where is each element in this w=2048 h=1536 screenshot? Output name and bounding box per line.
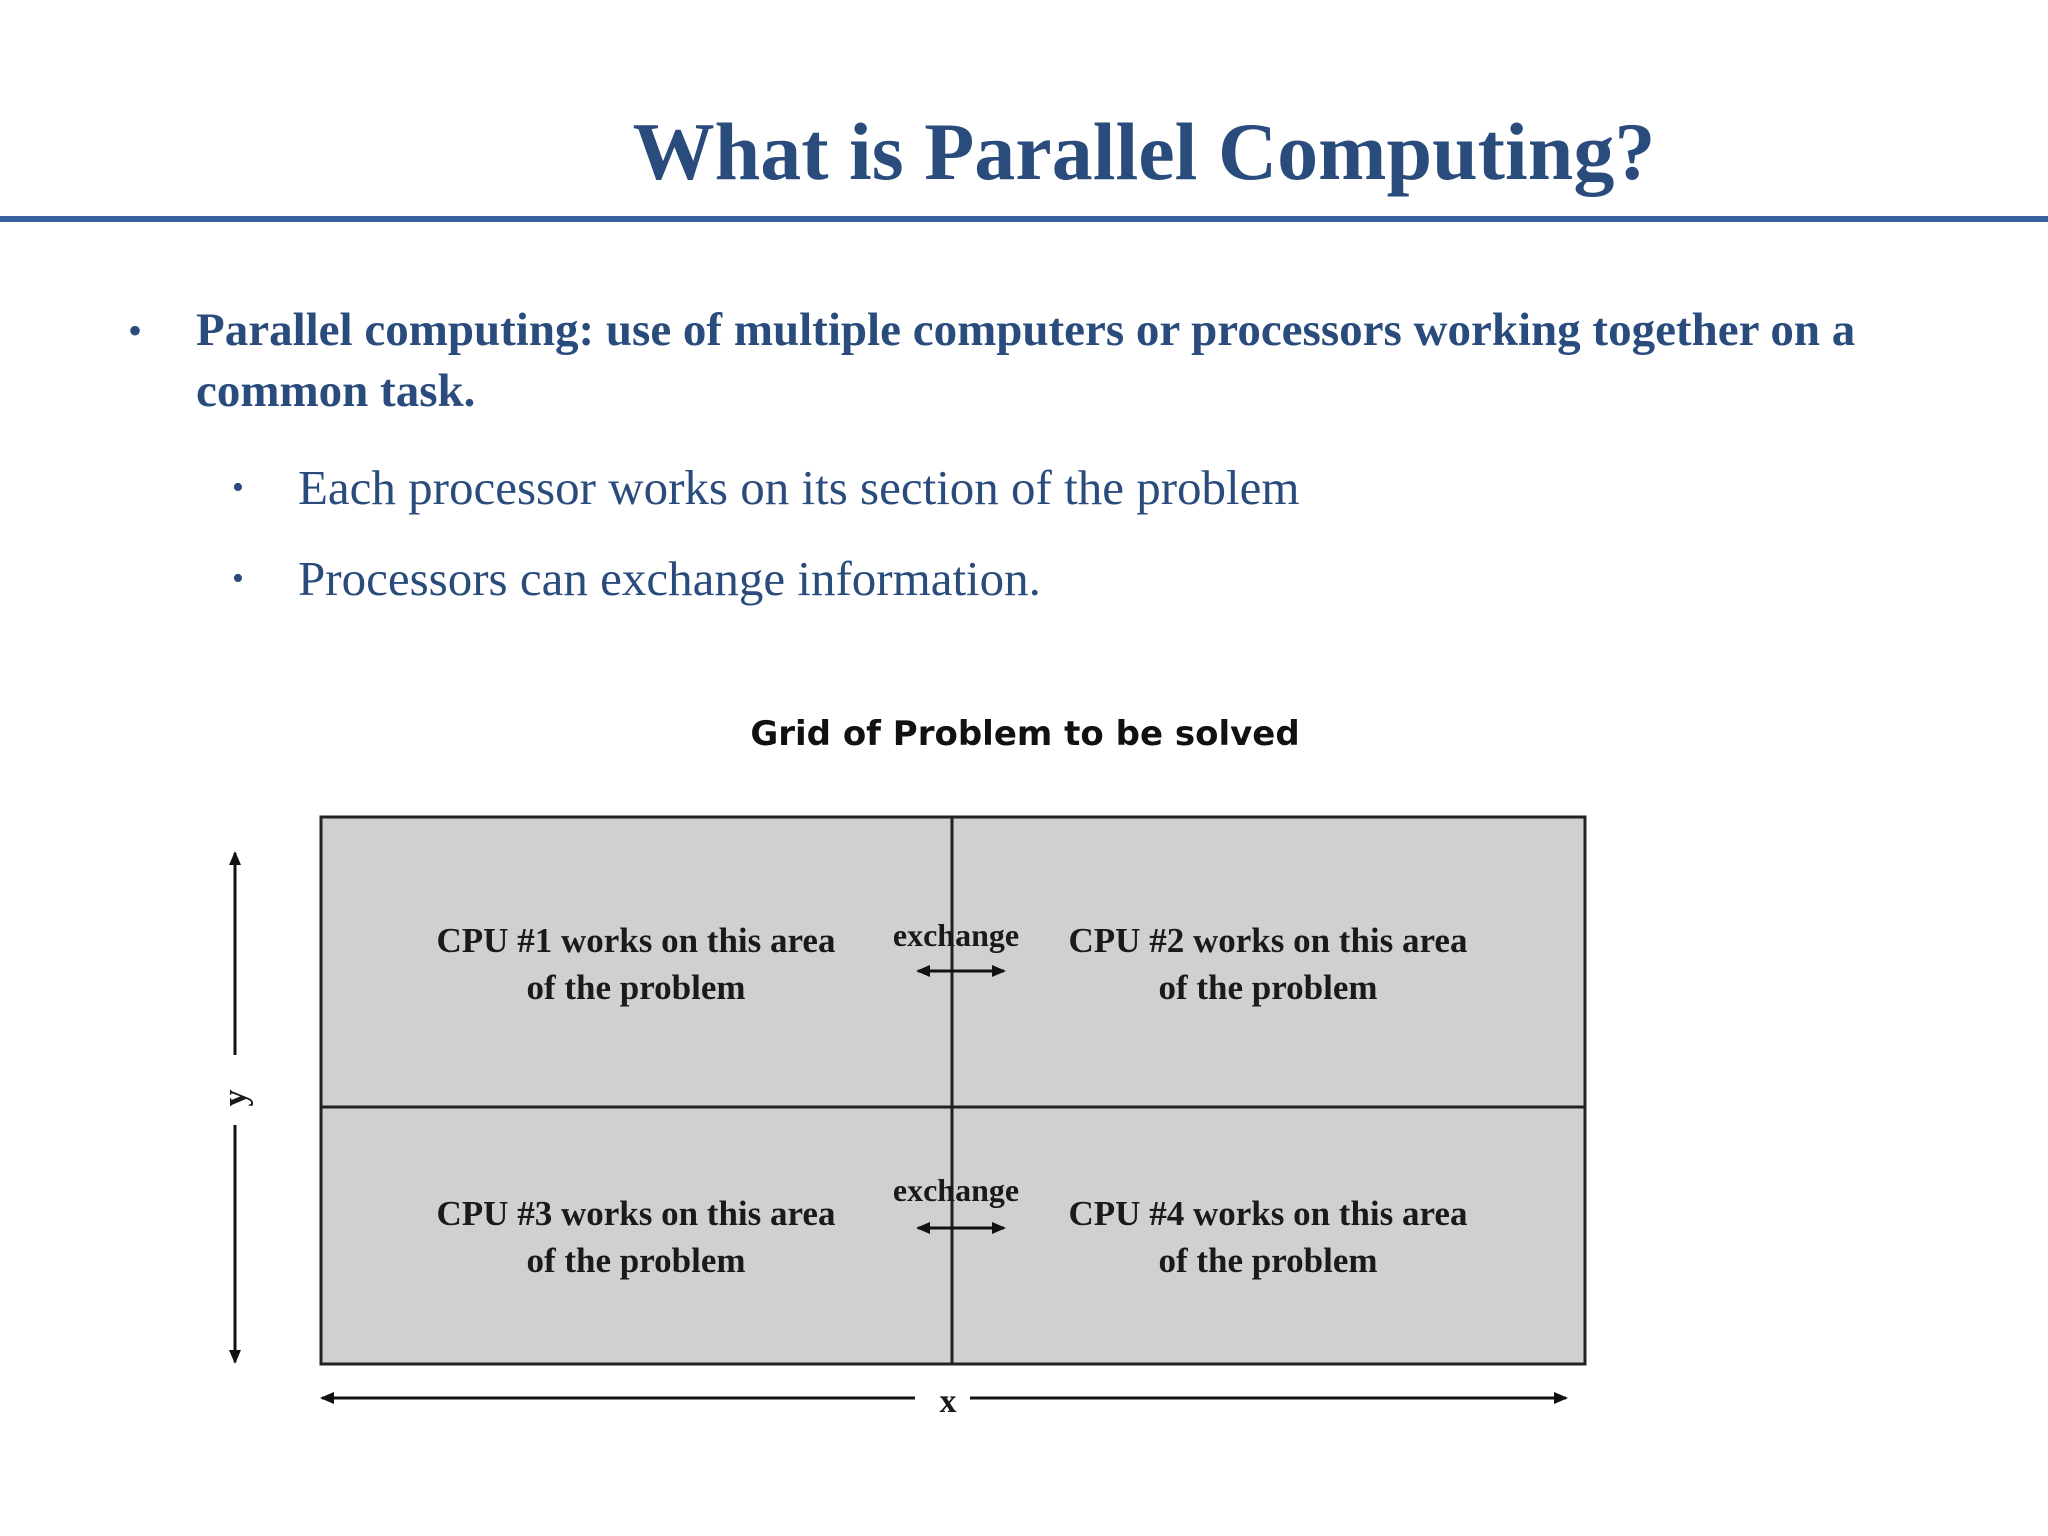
exchange-label-top: exchange [892, 917, 1020, 953]
slide-title: What is Parallel Computing? [632, 106, 1656, 197]
bullet-dot: • [128, 308, 143, 353]
cpu1-sublabel: of the problem [526, 968, 746, 1007]
cpu4-label: CPU #4 works on this area [1068, 1194, 1468, 1233]
cpu2-label: CPU #2 works on this area [1068, 921, 1468, 960]
x-axis-label: x [939, 1383, 957, 1420]
exchange-label-bottom: exchange [892, 1172, 1020, 1208]
cpu4-sublabel: of the problem [1158, 1241, 1378, 1280]
main-bullet-text: Parallel computing: use of multiple computers or processors working together on a common task. [196, 304, 1856, 417]
diagram-title-text: Grid of Problem to be solved [750, 714, 1300, 754]
sub-bullet-2: Processors can exchange information. [298, 551, 1041, 606]
cpu3-label: CPU #3 works on this area [436, 1194, 836, 1233]
sub-bullet-dot: • [232, 469, 244, 506]
cpu1-label: CPU #1 works on this area [436, 921, 836, 960]
y-axis-label: y [217, 1089, 254, 1107]
sub-bullet-1: Each processor works on its section of the problem [298, 460, 1300, 515]
sub-bullet-dot: • [232, 560, 244, 597]
cpu3-sublabel: of the problem [526, 1241, 746, 1280]
cpu2-sublabel: of the problem [1158, 968, 1378, 1007]
